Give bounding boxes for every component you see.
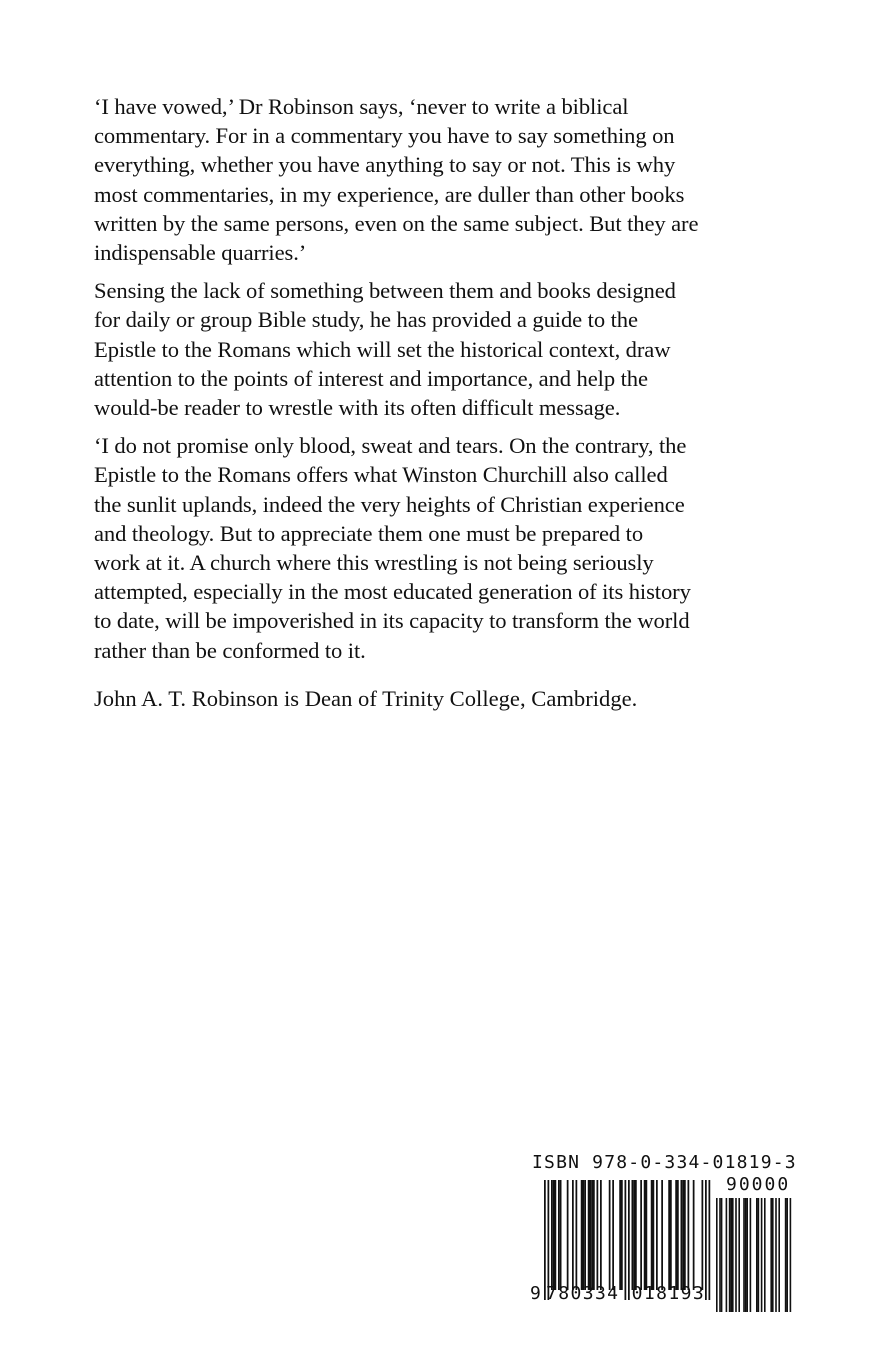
barcode-bar — [551, 1180, 553, 1290]
barcode-addon-bar — [721, 1198, 723, 1312]
text-line: Epistle to the Romans offers what Winston Churchill also called — [94, 462, 668, 488]
barcode-bar — [670, 1180, 672, 1290]
author-note: John A. T. Robinson is Dean of Trinity College, Cambridge. — [94, 686, 638, 711]
barcode-bar — [553, 1180, 555, 1290]
ean-first-digit: 9 — [530, 1283, 541, 1304]
blurb-paragraph-2 — [94, 276, 764, 422]
isbn-barcode — [530, 1152, 802, 1312]
barcode-bar — [646, 1180, 648, 1290]
barcode-bar — [651, 1180, 653, 1290]
barcode-bar — [682, 1180, 684, 1290]
barcode-bar — [633, 1180, 635, 1290]
barcode-addon-bar — [761, 1198, 763, 1312]
barcode-addon-bar — [785, 1198, 787, 1312]
barcode-bar — [609, 1180, 611, 1290]
barcode-bar — [653, 1180, 655, 1290]
text-line: indispensable quarries.’ — [94, 240, 307, 266]
barcode-bar — [581, 1180, 583, 1290]
barcode-bar — [600, 1180, 602, 1290]
ean-digits: 780334 018193 — [546, 1283, 706, 1304]
barcode-bar — [612, 1180, 614, 1290]
barcode-bar — [705, 1180, 707, 1300]
barcode-addon-bar — [758, 1198, 760, 1312]
barcode-bar — [558, 1180, 560, 1290]
barcode-addon-bar — [732, 1198, 734, 1312]
barcode-bar — [635, 1180, 637, 1290]
barcode-bar — [593, 1180, 595, 1290]
barcode-bar — [584, 1180, 586, 1290]
text-line: Sensing the lack of something between them and books designed — [94, 278, 676, 304]
barcode-addon-bar — [745, 1198, 747, 1312]
barcode-addon-bar — [746, 1198, 748, 1312]
text-line: commentary. For in a commentary you have to say something on — [94, 123, 675, 149]
barcode-bar — [684, 1180, 686, 1290]
barcode-bar — [544, 1180, 546, 1300]
barcode-addon-bar — [716, 1198, 718, 1312]
text-line: written by the same persons, even on the same subject. But they are — [94, 210, 699, 236]
barcode-addon-bar — [764, 1198, 766, 1312]
text-line: most commentaries, in my experience, are duller than other books — [94, 181, 685, 207]
barcode-bar — [644, 1180, 646, 1290]
barcode-addon-bar — [770, 1198, 772, 1312]
blurb-paragraph-1 — [94, 92, 764, 267]
barcode-bar — [675, 1180, 677, 1290]
isbn-label: ISBN 978-0-334-01819-3 — [532, 1152, 797, 1173]
barcode-bar — [619, 1180, 621, 1290]
barcode-bar — [661, 1180, 663, 1290]
barcode-bar — [681, 1180, 683, 1290]
barcode-bar — [640, 1180, 642, 1290]
barcode-bar — [555, 1180, 557, 1290]
barcode-bar — [632, 1180, 634, 1290]
barcode-bar — [656, 1180, 658, 1290]
barcode-addon-bar — [726, 1198, 728, 1312]
text-line: Epistle to the Romans which will set the historical context, draw — [94, 336, 671, 362]
barcode-addon-bar — [729, 1198, 731, 1312]
barcode-bar — [572, 1180, 574, 1290]
text-line: attention to the points of interest and importance, and help the — [94, 365, 648, 391]
barcode-bar — [709, 1180, 711, 1300]
blurb-paragraph-3 — [94, 431, 764, 665]
barcode-bar — [560, 1180, 562, 1290]
barcode-bar — [590, 1180, 592, 1290]
barcode-bar — [677, 1180, 679, 1290]
barcode-bar — [688, 1180, 690, 1290]
barcode-addon-bar — [778, 1198, 780, 1312]
text-line: ‘I have vowed,’ Dr Robinson says, ‘never to write a biblical — [94, 94, 629, 119]
barcode-bar — [548, 1180, 550, 1300]
barcode-bar — [576, 1180, 578, 1290]
text-line: everything, whether you have anything to say or not. This is why — [94, 152, 676, 178]
text-line: work at it. A church where this wrestling is not being seriously — [94, 550, 654, 576]
text-line: the sunlit uplands, indeed the very heights of Christian experience — [94, 491, 685, 517]
barcode-addon-bar — [743, 1198, 745, 1312]
barcode-bar — [628, 1180, 630, 1300]
blurb-text — [94, 92, 764, 674]
barcode-bar — [597, 1180, 599, 1290]
text-line: attempted, especially in the most educated generation of its history — [94, 579, 691, 605]
barcode-addon-bar — [756, 1198, 758, 1312]
barcode-addon-bar — [735, 1198, 737, 1312]
price-code: 90000 — [726, 1174, 791, 1195]
text-line: would-be reader to wrestle with its often difficult message. — [94, 395, 621, 421]
text-line: for daily or group Bible study, he has provided a guide to the — [94, 307, 638, 333]
barcode-bar — [567, 1180, 569, 1290]
barcode-addon-bar — [730, 1198, 732, 1312]
barcode-addon-bar — [738, 1198, 740, 1312]
barcode-bar — [668, 1180, 670, 1290]
barcode-bar — [588, 1180, 590, 1290]
barcode-addon-bar — [750, 1198, 752, 1312]
barcode-bar — [625, 1180, 627, 1300]
barcode-addon-bar — [786, 1198, 788, 1312]
text-line: to date, will be impoverished in its capacity to transform the world — [94, 608, 690, 634]
text-line: rather than be conformed to it. — [94, 637, 366, 663]
barcode-addon-bar — [719, 1198, 721, 1312]
barcode-bar — [591, 1180, 593, 1290]
barcode-addon-bar — [790, 1198, 792, 1312]
text-line: and theology. But to appreciate them one must be prepared to — [94, 520, 644, 546]
barcode-bar — [702, 1180, 704, 1290]
text-line: ‘I do not promise only blood, sweat and tears. On the contrary, the — [94, 433, 687, 459]
barcode-addon-bar — [772, 1198, 774, 1312]
barcode-bar — [693, 1180, 695, 1290]
barcode-addon-bar — [775, 1198, 777, 1312]
barcode-bar — [621, 1180, 623, 1290]
barcode-bar — [583, 1180, 585, 1290]
